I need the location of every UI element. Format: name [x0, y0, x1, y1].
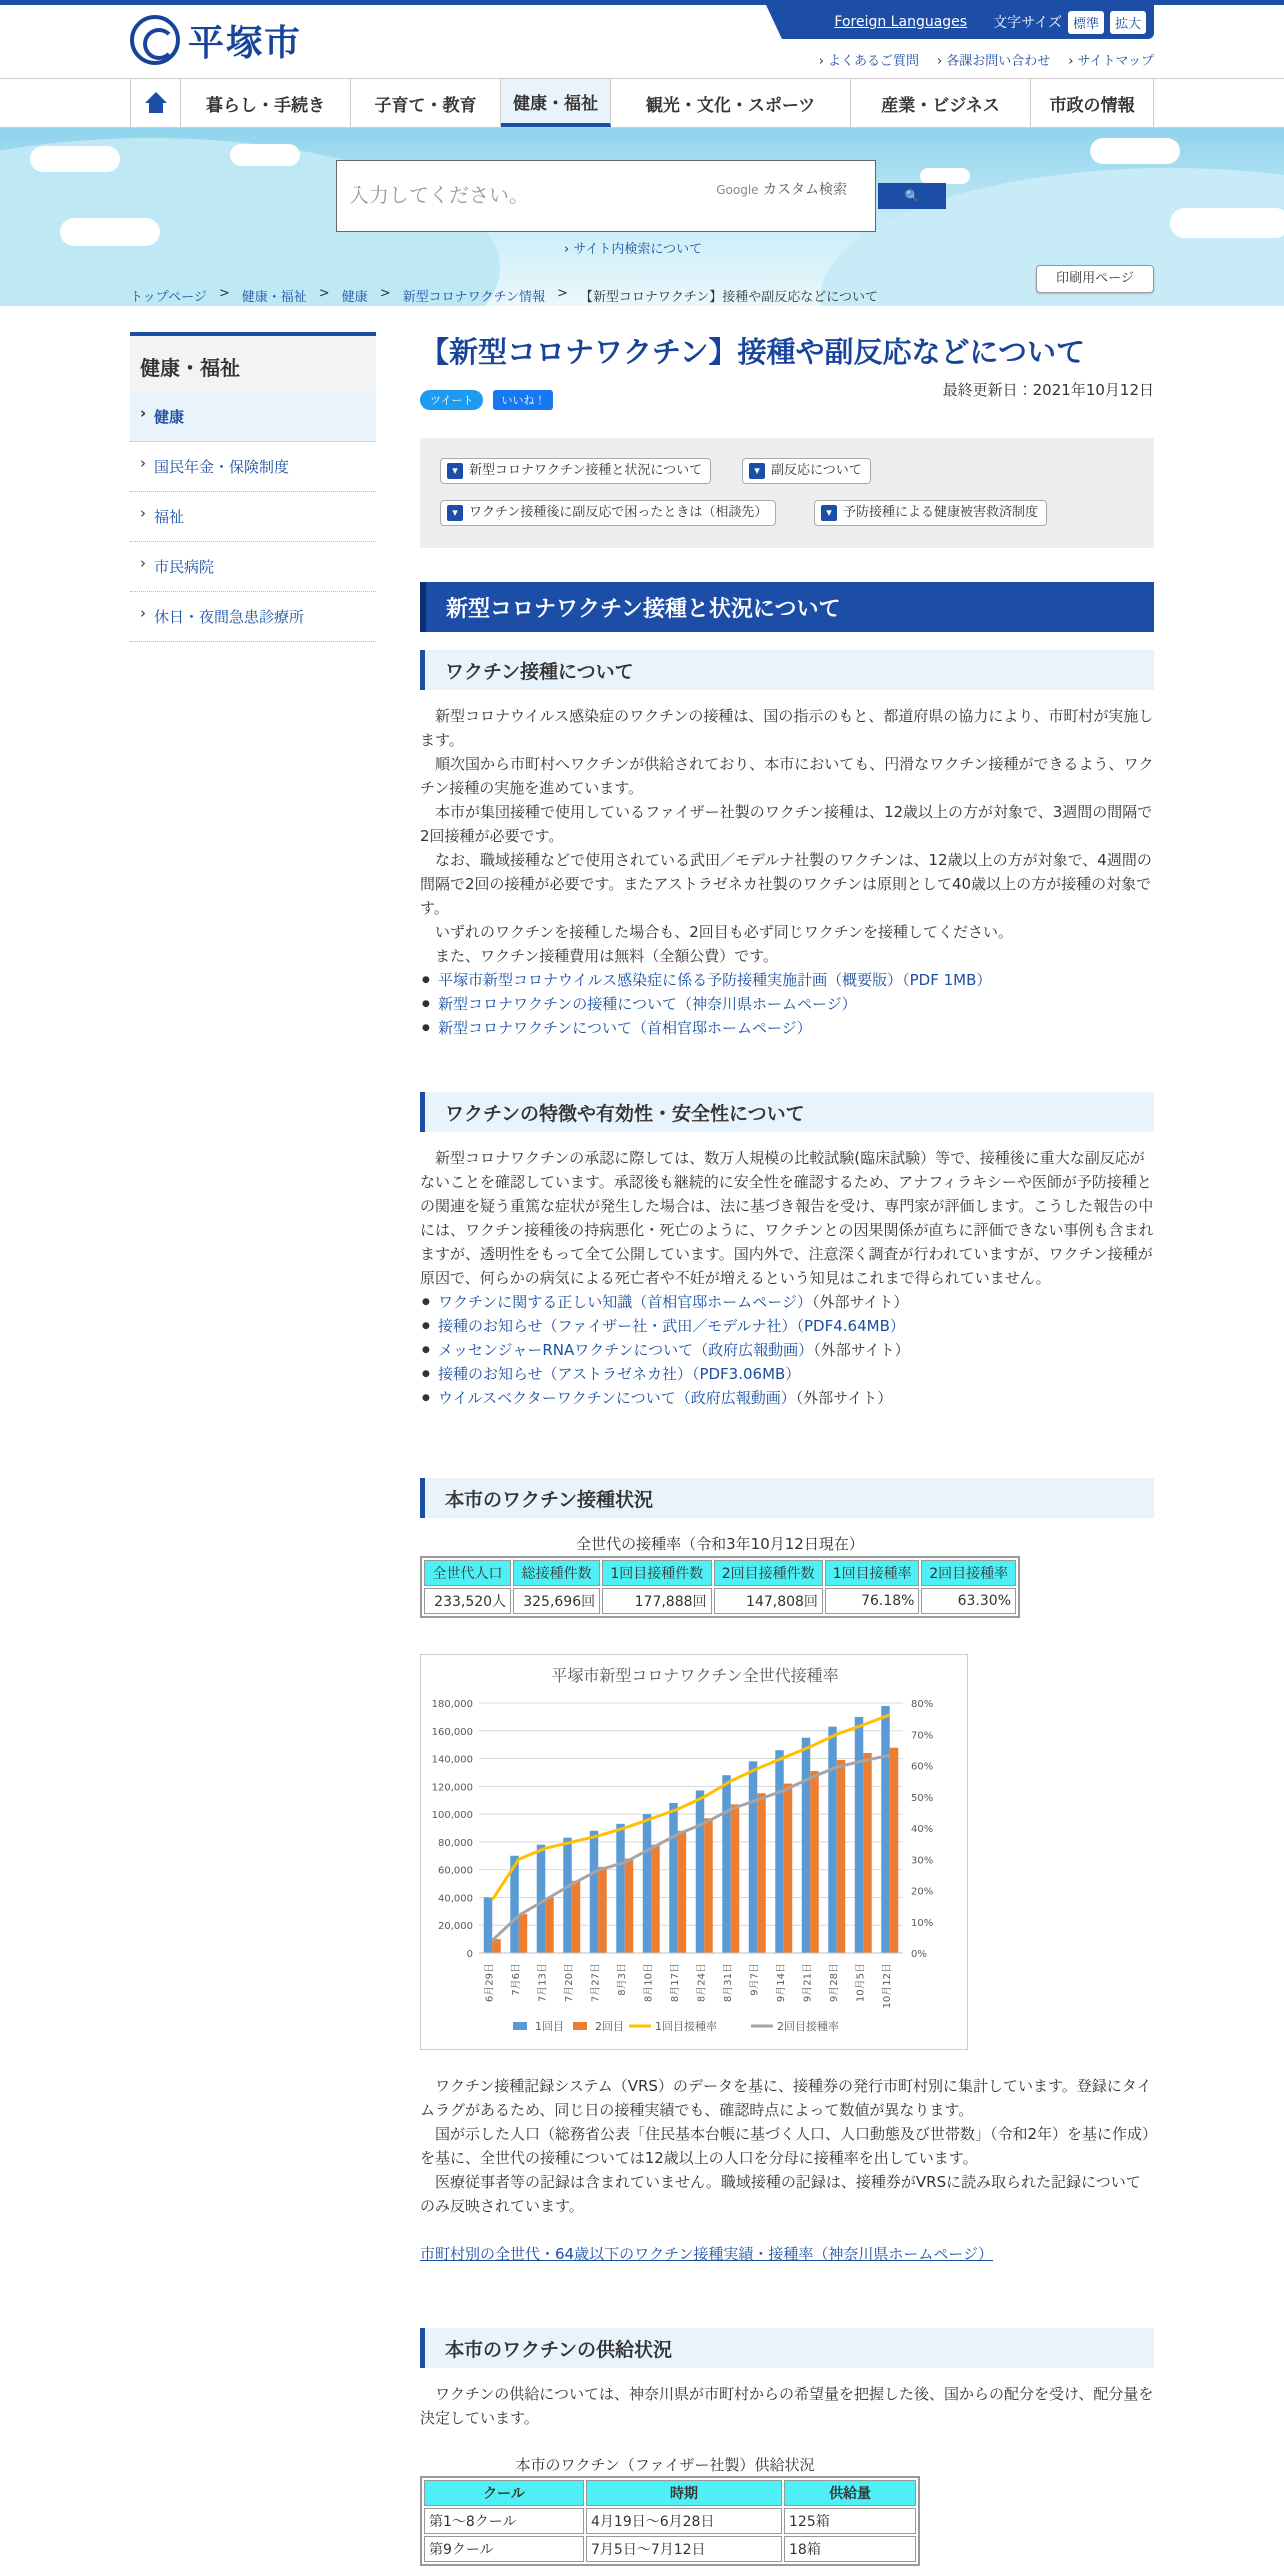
y-tick-label: 120,000 [431, 1782, 473, 1794]
font-normal-button[interactable]: 標準 [1068, 11, 1104, 34]
plan-pdf-link[interactable]: 平塚市新型コロナウイルス感染症に係る予防接種実施計画（概要版）（PDF 1MB） [438, 971, 992, 989]
site-logo[interactable] [130, 14, 302, 66]
bar-dose1 [855, 1717, 863, 1953]
breadcrumb: トップページ > 健康・福祉 > 健康 > 新型コロナワクチン情報 > 【新型コロナワクチン】接種や副反応などについて [130, 286, 878, 305]
vaccination-text: 新型コロナウイルス感染症のワクチンの接種は、国の指示のもと、都道府県の協力により、市町村が実施します。 順次国から市町村へワクチンが供給されており、本市においても、円滑なワクチン接種ができるよう、ワクチン接種の実施を進めています。 本市が集団接種で使用しているファイザー社製のワクチン接種は、12歳以上の方が対象で、3週間の間隔で2回接種が必要です。 なお、職域接種などで使用されている武田／モデルナ社製のワクチンは、12歳以上の方が対象で、4週間の間隔で2回の接種が必要です。またアストラゼネカ社製のワクチンは原則として40歳以上の方が接種の対象です。 いずれのワクチンを接種した場合も、2回目も必ず同じワクチンを接種してください。 また、ワクチン接種費用は無料（全額公費）です。 ● 平塚市新型コロナウイルス感染症に係る予防接種実施計画（概要版）（PDF 1MB） ● 新型コロナワクチンの接種について（神奈川県ホームページ） ● 新型コロナワクチンについて（首相官邸ホームページ） [420, 704, 1154, 1040]
bar-dose1 [669, 1803, 677, 1953]
sidebar-item-health[interactable]: › 健康 [130, 392, 376, 442]
bar-dose1 [722, 1775, 730, 1953]
global-nav [0, 78, 1284, 128]
sidebar-item-pension[interactable]: › 国民年金・保険制度 [130, 442, 376, 492]
nav-item-cityinfo[interactable]: 市政の情報 [1031, 79, 1154, 127]
table-header: 2回目接種率 [921, 1560, 1016, 1586]
city-emblem-icon [130, 15, 180, 65]
search-placeholder: 入力してください。 [349, 183, 529, 207]
faq-link[interactable]: よくあるご質問 [827, 54, 919, 69]
print-page-button[interactable]: 印刷用ページ [1036, 265, 1154, 293]
nav-item-business[interactable]: 産業・ビジネス [851, 79, 1031, 127]
supply-text: ワクチンの供給については、神奈川県が市町村からの希望量を把握した後、国からの配分を受け、配分量を決定しています。 [420, 2385, 1154, 2427]
sidebar-item-welfare[interactable]: › 福祉 [130, 492, 376, 542]
x-tick-label: 7月27日 [590, 1963, 602, 2003]
table-header: 供給量 [784, 2480, 916, 2506]
nav-item-tourism[interactable]: 観光・文化・スポーツ [611, 79, 851, 127]
data-notes: ワクチン接種記録システム（VRS）のデータを基に、接種券の発行市町村別に集計しています。登録にタイムラグがあるため、同じ日の接種実績でも、確認時点によって数値が異なります。 国が示した人口（総務省公表「住民基本台帳に基づく人口、人口動態及び世帯数」（令和2年）を基に作成）を基に、全世代の接種については12歳以上の人口を分母に接種率を出しています。 医療従事者等の記録は含まれていません。職域接種の記録は、接種券がVRSに読み取られた記録についてのみ反映されています。 [420, 2077, 1152, 2215]
y2-tick-label: 30% [911, 1855, 934, 1867]
bar-dose2 [598, 1867, 606, 1953]
legend-label: 2回目接種率 [777, 2020, 839, 2033]
subheading-supply-status: 本市のワクチンの供給状況 [420, 2328, 1154, 2368]
bar-dose2 [810, 1771, 818, 1953]
y-tick-label: 140,000 [431, 1754, 473, 1766]
toc-relief-system[interactable]: ▾ 予防接種による健康被害救済制度 [814, 500, 1047, 526]
x-tick-label: 10月12日 [881, 1963, 893, 2009]
viral-vector-video-link[interactable]: ウイルスベクターワクチンについて（政府広報動画） [438, 1389, 796, 1407]
foreign-languages-link[interactable]: Foreign Languages [834, 14, 968, 30]
x-tick-label: 8月31日 [722, 1963, 734, 2003]
y-tick-label: 80,000 [438, 1837, 473, 1849]
x-tick-label: 7月6日 [510, 1963, 522, 1996]
bar-dose1 [881, 1706, 889, 1953]
x-tick-label: 9月14日 [775, 1963, 787, 2003]
nav-item-childcare[interactable]: 子育て・教育 [351, 79, 501, 127]
cloud [1090, 138, 1180, 164]
last-updated: 最終更新日：2021年10月12日 [942, 381, 1154, 399]
cloud [230, 144, 300, 166]
breadcrumb-health[interactable]: 健康 [341, 290, 368, 305]
home-icon [145, 92, 167, 114]
header-links [819, 50, 1154, 69]
bar-dose2 [704, 1818, 712, 1953]
table-row: 233,520人 325,696回 177,888回 147,808回 76.18% 63.30% [424, 1588, 1016, 1614]
y-tick-label: 160,000 [431, 1726, 473, 1738]
cloud [60, 218, 160, 246]
bar-dose1 [749, 1761, 757, 1953]
x-tick-label: 8月3日 [616, 1963, 628, 1996]
sidebar [130, 332, 376, 642]
y2-tick-label: 20% [911, 1886, 934, 1898]
bar-dose1 [643, 1814, 651, 1953]
sitemap-link[interactable]: サイトマップ [1077, 54, 1154, 69]
bar-dose2 [651, 1845, 659, 1953]
y-tick-label: 180,000 [431, 1699, 473, 1710]
font-large-button[interactable]: 拡大 [1110, 11, 1146, 34]
legend-swatch [573, 2022, 587, 2030]
table-row: 第1～8クール 4月19日～6月28日 125箱 [424, 2508, 916, 2534]
x-tick-label: 8月10日 [643, 1963, 655, 2003]
x-tick-label: 7月20日 [563, 1963, 575, 2003]
y-tick-label: 40,000 [438, 1893, 473, 1905]
bar-dose2 [545, 1897, 553, 1953]
vaccine-knowledge-link[interactable]: ワクチンに関する正しい知識（首相官邸ホームページ） [438, 1293, 812, 1311]
x-tick-label: 10月5日 [855, 1963, 867, 2003]
page-title: 【新型コロナワクチン】接種や副反応などについて [420, 335, 1085, 369]
table-of-contents [420, 438, 1154, 548]
bar-dose2 [890, 1748, 898, 1953]
bar-dose2 [784, 1784, 792, 1953]
cloud [1170, 208, 1284, 238]
search-button[interactable] [878, 183, 946, 209]
breadcrumb-top[interactable]: トップページ [130, 290, 207, 305]
chart-svg [421, 1655, 969, 2051]
municipal-rate-link[interactable]: 市町村別の全世代・64歳以下のワクチン接種実績・接種率（神奈川県ホームページ） [420, 2245, 994, 2263]
sidebar-title: 健康・福祉 [130, 332, 376, 392]
bar-dose1 [775, 1750, 783, 1953]
bar-dose1 [590, 1831, 598, 1953]
vaccination-rate-chart [420, 1654, 968, 2050]
section-heading-vaccination: 新型コロナワクチン接種と状況について [420, 582, 1154, 632]
y-tick-label: 60,000 [438, 1865, 473, 1877]
bar-dose1 [563, 1838, 571, 1953]
x-tick-label: 8月17日 [669, 1963, 681, 2003]
legend-swatch [513, 2022, 527, 2030]
bar-dose2 [519, 1914, 527, 1953]
supply-table [420, 2476, 920, 2566]
like-button[interactable]: いいね！ [493, 390, 553, 410]
kantei-vaccine-link[interactable]: 新型コロナワクチンについて（首相官邸ホームページ） [438, 1019, 812, 1037]
bar-dose1 [616, 1824, 624, 1953]
bar-dose2 [572, 1881, 580, 1953]
subheading-vaccination-status: 本市のワクチン接種状況 [420, 1478, 1154, 1518]
font-size-label: 文字サイズ [993, 15, 1062, 31]
toc-consultation[interactable]: ▾ ワクチン接種後に副反応で困ったときは（相談先） [440, 500, 776, 526]
cloud [30, 146, 120, 172]
table-header: クール [424, 2480, 584, 2506]
table-header: 全世代人口 [424, 1560, 511, 1586]
bar-dose2 [625, 1859, 633, 1953]
search-input[interactable] [336, 160, 876, 232]
bar-dose2 [731, 1804, 739, 1953]
y2-tick-label: 60% [911, 1761, 934, 1773]
y-tick-label: 0 [466, 1949, 473, 1960]
astrazeneca-notice-link[interactable]: 接種のお知らせ（アストラゼネカ社）（PDF3.06MB） [438, 1365, 801, 1383]
subheading-efficacy-safety: ワクチンの特徴や有効性・安全性について [420, 1092, 1154, 1132]
table-header: 総接種件数 [513, 1560, 600, 1586]
nav-home[interactable] [131, 79, 181, 127]
bar-dose1 [828, 1727, 836, 1953]
table-header: 1回目接種件数 [602, 1560, 711, 1586]
y-tick-label: 20,000 [438, 1921, 473, 1933]
breadcrumb-health-welfare[interactable]: 健康・福祉 [241, 290, 307, 305]
site-name: 平塚市 [188, 22, 303, 64]
y-tick-label: 100,000 [431, 1810, 473, 1822]
toc-vaccination-status[interactable]: ▾ 新型コロナワクチン接種と状況について [440, 458, 711, 484]
main-content [420, 330, 1154, 2558]
x-tick-label: 9月21日 [802, 1963, 814, 2003]
pfizer-moderna-notice-link[interactable]: 接種のお知らせ（ファイザー社・武田／モデルナ社）（PDF4.64MB） [438, 1317, 905, 1335]
x-tick-label: 9月7日 [749, 1963, 761, 1996]
bar-dose2 [863, 1753, 871, 1953]
rate-table-caption: 全世代の接種率（令和3年10月12日現在） [576, 1535, 864, 1553]
table-header: 2回目接種件数 [714, 1560, 823, 1586]
table-row: 第9クール 7月5日～7月12日 18箱 [424, 2536, 916, 2562]
efficacy-text: 新型コロナワクチンの承認に際しては、数万人規模の比較試験(臨床試験）等で、接種後に重大な副反応がないことを確認しています。承認後も継続的に安全性を確認するため、アナフィラキシーや医師が予防接種との関連を疑う重篤な症状が発生した場合は、法に基づき報告を受け、専門家が評価します。こうした報告の中には、ワクチン接種後の持病悪化・死亡のように、ワクチンとの因果関係が直ちに評価できない事例も含まれますが、透明性をもって全て公開しています。国内外で、注意深く調査が行われていますが、ワクチン接種が原因で、何らかの病気による死亡者や不妊が増えるという知見はこれまで得られていません。 ● ワクチンに関する正しい知識（首相官邸ホームページ）（外部サイト） ● 接種のお知らせ（ファイザー社・武田／モデルナ社）（PDF4.64MB） ● メッセンジャーRNAワクチンについて（政府広報動画）（外部サイト） ● 接種のお知らせ（アストラゼネカ社）（PDF3.06MB） ● ウイルスベクターワクチンについて（政府広報動画）（外部サイト） [420, 1146, 1154, 1410]
x-tick-label: 7月13日 [537, 1963, 549, 2003]
cloud [920, 168, 970, 184]
bar-dose2 [757, 1793, 765, 1953]
nav-item-health[interactable]: 健康・福祉 [501, 79, 611, 127]
breadcrumb-vaccine-info[interactable]: 新型コロナワクチン情報 [402, 290, 545, 305]
y2-tick-label: 70% [911, 1730, 934, 1742]
sidebar-item-hospital[interactable]: › 市民病院 [130, 542, 376, 592]
toc-side-effects[interactable]: ▾ 副反応について [742, 458, 871, 484]
y2-tick-label: 50% [911, 1792, 934, 1804]
y2-tick-label: 40% [911, 1824, 934, 1835]
breadcrumb-current: 【新型コロナワクチン】接種や副反応などについて [579, 290, 878, 305]
bar-dose2 [837, 1760, 845, 1953]
vaccination-rate-table [420, 1556, 1020, 1618]
legend-label: 2回目 [595, 2020, 624, 2033]
table-header: 時期 [586, 2480, 782, 2506]
y2-tick-label: 0% [911, 1949, 927, 1960]
bar-dose1 [484, 1897, 492, 1953]
table-header: 1回目接種率 [825, 1560, 920, 1586]
x-tick-label: 9月28日 [828, 1963, 840, 2003]
bar-dose2 [678, 1831, 686, 1953]
x-tick-label: 8月24日 [696, 1963, 708, 2003]
google-custom-search-label: Google カスタム検索 [716, 182, 847, 198]
utility-bar [788, 5, 1154, 39]
kanagawa-vaccine-link[interactable]: 新型コロナワクチンの接種について（神奈川県ホームページ） [438, 995, 857, 1013]
search-icon: 🔍 [904, 189, 920, 203]
legend-label: 1回目 [535, 2020, 564, 2033]
subheading-vaccination: ワクチン接種について [420, 650, 1154, 690]
nav-item-living[interactable]: 暮らし・手続き [181, 79, 351, 127]
mrna-video-link[interactable]: メッセンジャーRNAワクチンについて（政府広報動画） [438, 1341, 814, 1359]
sidebar-item-emergency-clinic[interactable]: › 休日・夜間急患診療所 [130, 592, 376, 642]
y2-tick-label: 80% [911, 1699, 934, 1710]
supply-table-caption: 本市のワクチン（ファイザー社製）供給状況 [515, 2456, 815, 2474]
site-search-help-link[interactable]: › サイト内検索について [564, 238, 702, 257]
bar-dose1 [696, 1791, 704, 1954]
y2-tick-label: 10% [911, 1917, 934, 1929]
legend-label: 1回目接種率 [655, 2020, 717, 2033]
bar-dose1 [537, 1845, 545, 1953]
tweet-button[interactable]: ツイート [420, 390, 483, 410]
chart-title: 平塚市新型コロナワクチン全世代接種率 [551, 1666, 839, 1685]
bar-dose1 [802, 1738, 810, 1953]
x-tick-label: 6月29日 [484, 1963, 496, 2003]
contact-link[interactable]: 各課お問い合わせ [946, 54, 1051, 69]
